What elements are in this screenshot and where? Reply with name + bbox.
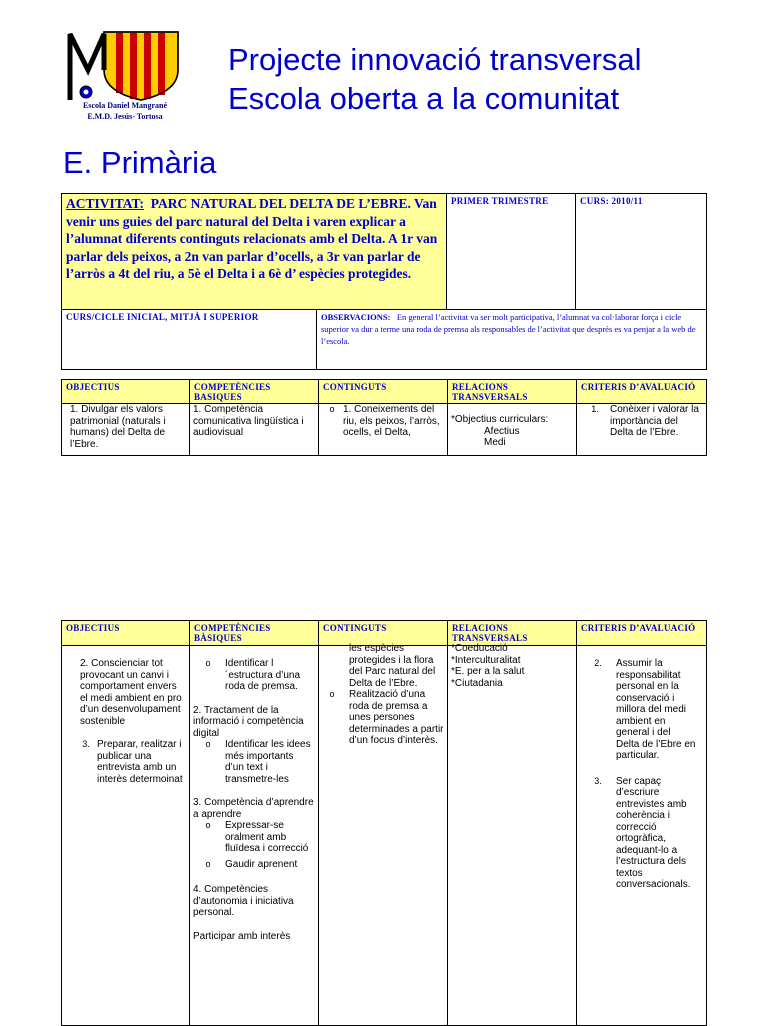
col-header: OBJECTIUS — [62, 380, 190, 404]
col-header: CRITERIS D’AVALUACIÓ — [577, 380, 707, 404]
competencies-cell: 1. Competència comunicativa lingüística i audiovisual — [190, 404, 319, 456]
competencies-cell — [190, 646, 319, 1026]
continguts-text: 1. Coneixements del riu, els peixos, l’arròs, ocells, el Delta, — [343, 404, 440, 438]
criteris-cell — [577, 404, 707, 456]
bullet-icon: o — [205, 858, 211, 869]
objectiu-2: 2. Conscienciar tot provocant un canvi i comportament envers el medi ambient en pro d’un desenvolupament sostenible — [80, 658, 182, 727]
page-subtitle: E. Primària — [63, 145, 217, 180]
objectives-table-2 — [61, 620, 707, 1026]
cicle-label: CURS/CICLE INICIAL, MITJÀ I SUPERIOR — [66, 312, 259, 322]
activitat-label: ACTIVITAT: — [66, 196, 145, 211]
comp-text: Identificar les idees més importants d’un text i transmetre-les — [225, 739, 311, 785]
bullet-icon: o — [205, 820, 211, 830]
continguts-cell — [319, 643, 448, 1026]
comp-text: 4. Competències d’autonomia i iniciativa personal. — [193, 884, 294, 918]
relacions-line: *Ciutadania — [451, 677, 503, 689]
relacions-line: Medi — [484, 437, 506, 448]
page-title — [228, 40, 642, 118]
criteris-number: 2. — [594, 658, 602, 668]
observacions-cell — [317, 310, 707, 370]
col-header: CONTINGUTS — [319, 380, 448, 404]
table-row — [62, 646, 707, 1026]
relacions-cell — [448, 404, 577, 456]
comp-text: Expressar-se oralment amb fluïdesa i correcció — [225, 820, 309, 854]
criteris-text: Conèixer i valorar la importància del Delta de l’Ebre. — [610, 404, 699, 438]
title-line-2: Escola oberta a la comunitat — [228, 81, 620, 116]
observacions-label: OBSERVACIONS: — [321, 312, 391, 322]
relacions-line: *Objectius curriculars: — [451, 414, 549, 425]
relacions-cell — [448, 643, 577, 1026]
comp-text: Identificar l ´estructura d’una roda de premsa. — [225, 658, 301, 692]
col-header: COMPETÈNCIES BASIQUES — [190, 380, 319, 404]
activitat-cell — [62, 194, 447, 310]
relacions-line: *Interculturalitat — [451, 654, 521, 666]
school-name — [50, 100, 200, 122]
bullet-icon: o — [205, 739, 211, 749]
criteris-number: 1. — [591, 404, 599, 414]
school-line-2: E.M.D. Jesús- Tortosa — [87, 112, 163, 121]
trimestre-cell — [447, 194, 576, 310]
continguts-text: les espècies protegides i la flora del Parc natural del Delta de l’Ebre. — [349, 643, 436, 689]
objectiu-3-number: 3. — [82, 739, 90, 749]
criteris-number: 3. — [594, 775, 602, 786]
school-logo — [66, 30, 184, 102]
comp-text: Participar amb interès — [193, 930, 291, 942]
col-header: CRITERIS D’AVALUACIÓ — [577, 621, 707, 646]
criteris-cell — [577, 646, 707, 1026]
col-header: CONTINGUTS — [319, 621, 448, 646]
continguts-cell — [319, 404, 448, 456]
table2-header-row — [62, 621, 707, 646]
table1-header-row — [62, 380, 707, 404]
col-header: RELACIONS TRANSVERSALS — [448, 380, 577, 404]
bullet-icon: o — [205, 658, 211, 668]
school-line-1: Escola Daniel Mangrané — [83, 101, 167, 110]
objectius-cell: 1. Divulgar els valors patrimonial (naturals i humans) del Delta de l’Ebre. — [62, 404, 190, 456]
trimestre-label: PRIMER TRIMESTRE — [451, 196, 549, 206]
comp-text: Gaudir aprenent — [225, 858, 298, 870]
curs-label: CURS: 2010/11 — [580, 196, 643, 206]
cicle-cell — [62, 310, 317, 370]
col-header: OBJECTIUS — [62, 621, 190, 646]
relacions-line: Afectius — [484, 425, 520, 437]
curs-cell — [576, 194, 707, 310]
activitat-text: PARC NATURAL DEL DELTA DE L’EBRE. Van venir uns guies del parc natural del Delta i varen explicar a l’alumnat diferents continguts relacionats amb el Delta. A 1r van parlar dels peixos, a 2n van parlar d’ocells, a 3r van parlar de l’arròs a 4t del riu, a 5è el Delta i a 6è d’ espècies protegides. — [66, 196, 438, 281]
objectives-table-1 — [61, 379, 707, 456]
comp-text: 3. Competència d’aprendre a aprendre — [193, 797, 314, 820]
cicle-observacions-table — [61, 309, 707, 370]
activity-info-table — [61, 193, 707, 310]
criteris-text: Ser capaç d’escriure entrevistes amb coherència i correcció ortogràfica, adequant-lo a l’estructura dels textos conversacionals. — [616, 775, 691, 890]
relacions-line: *Coeducació — [451, 643, 508, 654]
title-line-1: Projecte innovació transversal — [228, 42, 642, 77]
bullet-icon: o — [329, 689, 335, 699]
table-row — [62, 404, 707, 456]
col-header: COMPETÈNCIES BÀSIQUES — [190, 621, 319, 646]
col-header: RELACIONS TRANSVERSALS — [448, 621, 577, 646]
relacions-line: *E. per a la salut — [451, 666, 525, 677]
observacions-text: En general l’activitat va ser molt participativa, l’alumnat va col·laborar força i cicle superior va dur a terme una roda de premsa als responsables de l’activitat que després es va penjar a la web de l’escola. — [321, 312, 696, 346]
objectiu-3: Preparar, realitzar i publicar una entrevista amb un interès determoinat — [97, 739, 183, 785]
comp-text: 2. Tractament de la informació i competència digital — [193, 704, 304, 739]
objectius-cell — [62, 646, 190, 1026]
continguts-text: Realització d’una roda de premsa a unes persones determinades a partir d’un focus d’interès. — [349, 689, 444, 746]
bullet-icon: o — [329, 404, 335, 414]
criteris-text: Assumir la responsabilitat personal en la conservació i millora del medi ambient en general i del Delta de l’Ebre en particular. — [616, 658, 696, 761]
